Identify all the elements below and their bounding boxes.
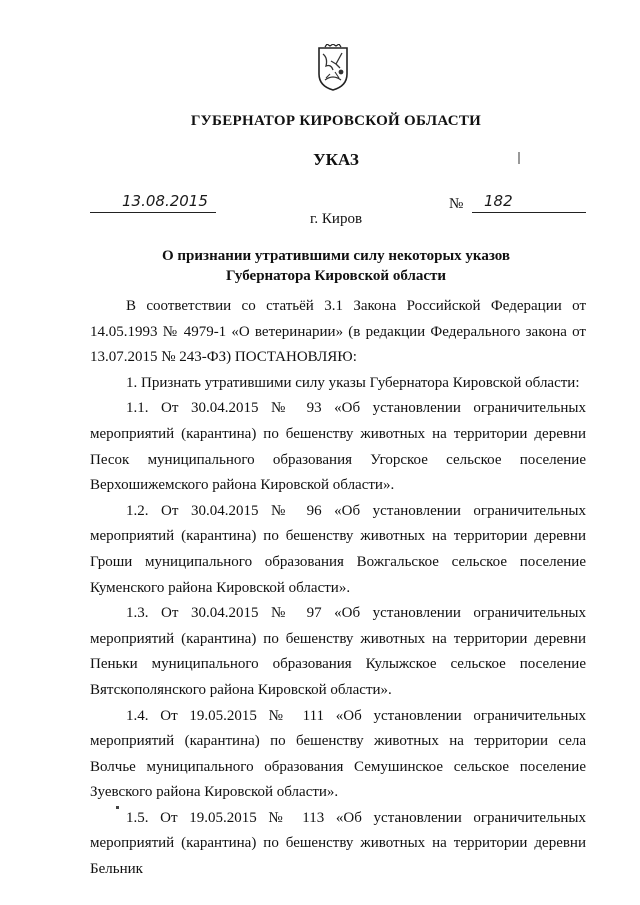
paragraph-1-2: 1.2. От 30.04.2015 № 96 «Об установлении ограничительных мероприятий (карантина) по бешенству животных на территории деревни Гроши муниципального образования Вожгальское сельское поселение Куменского района Кировской области».	[90, 502, 586, 596]
subject-line-2: Губернатора Кировской области	[225, 268, 447, 284]
paragraph-preamble: В соответствии со статьёй 3.1 Закона Российской Федерации от 14.05.1993 № 4979-1 «О ветеринарии» (в редакции Федерального закона от 13.07.2015 № 243-ФЗ) ПОСТАНОВЛЯЮ:	[90, 298, 586, 366]
coat-of-arms-icon	[313, 44, 353, 92]
subject-line-1: О признании утратившими силу некоторых указов	[162, 248, 510, 264]
document-number: 182	[484, 192, 513, 210]
document-body	[90, 294, 586, 883]
document-type: УКАЗ	[313, 150, 359, 169]
scan-mark	[116, 806, 119, 809]
paragraph-1: 1. Признать утратившими силу указы Губернатора Кировской области:	[126, 374, 580, 391]
number-sign: №	[449, 196, 464, 212]
date-value: 13.08.2015	[122, 192, 208, 210]
city: г. Киров	[309, 211, 363, 227]
paragraph-1-3: 1.3. От 30.04.2015 № 97 «Об установлении ограничительных мероприятий (карантина) по бешенству животных на территории деревни Пеньки муниципального образования Кулыжское сельское поселение Вятскополянского района Кировской области».	[90, 605, 586, 698]
paragraph-1-1: 1.1. От 30.04.2015 № 93 «Об установлении ограничительных мероприятий (карантина) по бешенству животных на территории деревни Песок муниципального образования Угорское сельское поселение Верхошижемского района Кировской области».	[90, 400, 586, 494]
scan-mark	[518, 152, 520, 164]
document-subject	[150, 246, 522, 286]
issuing-authority: ГУБЕРНАТОР КИРОВСКОЙ ОБЛАСТИ	[190, 113, 482, 129]
paragraph-1-4: 1.4. От 19.05.2015 № 111 «Об установлении ограничительных мероприятий (карантина) по бешенству животных на территории села Волчье муниципального образования Семушинское сельское поселение Зуевского района Кировской области».	[90, 707, 586, 801]
paragraph-1-5: 1.5. От 19.05.2015 № 113 «Об установлении ограничительных мероприятий (карантина) по бешенству животных на территории деревни Бельник	[90, 809, 586, 878]
